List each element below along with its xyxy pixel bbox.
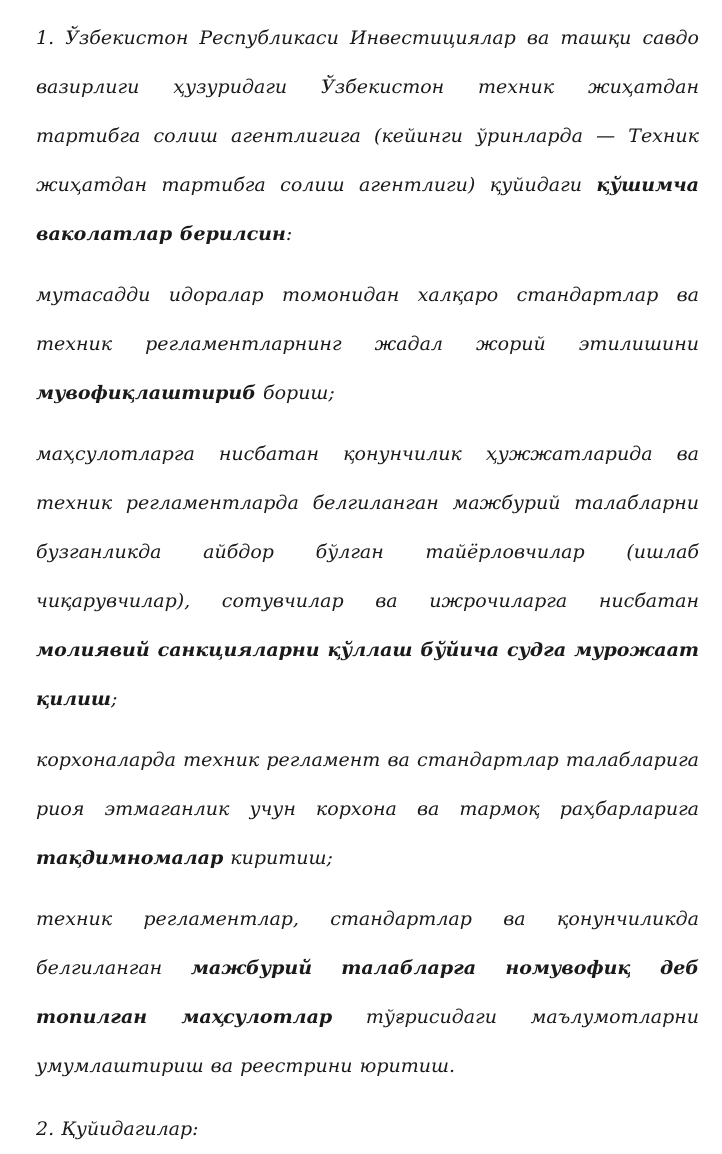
item-2-paragraph: [36, 1105, 699, 1154]
bullet-paragraph-4: [36, 895, 699, 1091]
bullet-1-text: мутасадди идоралар томонидан халқаро стандартлар ва техник регламентларнинг жадал жорий этилишини: [36, 284, 699, 355]
bullet-paragraph-2: [36, 430, 699, 724]
bullet-1-bold: мувофиқлаштириб: [36, 382, 256, 404]
bullet-4-bold: мажбурий талабларга номувофиқ деб топилган маҳсулотлар: [36, 957, 700, 1028]
item-1-paragraph: [36, 0, 699, 259]
bullet-4-text: техник регламентлар, стандартлар ва қонунчиликда белгиланган: [36, 908, 699, 979]
item-2-text: 2. Қуйидагилар:: [36, 1118, 199, 1140]
document-page: [36, 0, 699, 1154]
bullet-3-bold: тақдимномалар: [36, 847, 224, 869]
item-1-end: :: [285, 223, 293, 245]
bullet-2-end: ;: [111, 688, 118, 710]
item-1-text: 1. Ўзбекистон Республикаси Инвестициялар ва ташқи савдо вазирлиги ҳузуридаги Ўзбекистон техник жиҳатдан тартибга солиш агентлигига (кейинги ўринларда — Техник жиҳатдан тартибга солиш агентлиги) қуйидаги: [36, 27, 699, 196]
bullet-paragraph-1: [36, 271, 699, 418]
bullet-3-text: корхоналарда техник регламент ва стандартлар талабларига риоя этмаганлик учун корхона ва тармоқ раҳбарларига: [36, 749, 699, 820]
bullet-2-bold: молиявий санкцияларни қўллаш бўйича судга мурожаат қилиш: [36, 639, 699, 710]
item-1-bold-text: қўшимча ваколатлар берилсин: [36, 174, 699, 245]
bullet-paragraph-3: [36, 736, 699, 883]
bullet-1-end: бориш;: [255, 382, 335, 404]
bullet-2-text: маҳсулотларга нисбатан қонунчилик ҳужжатларида ва техник регламентларда белгиланган мажбурий талабларни бузганликда айбдор бўлган тайёрловчилар (ишлаб чиқарувчилар), сотувчилар ва ижрочиларга нисбатан: [36, 443, 699, 612]
bullet-3-end: киритиш;: [223, 847, 333, 869]
bullet-4-end: тўғрисидаги маълумотларни умумлаштириш ва реестрини юритиш.: [36, 1006, 699, 1077]
